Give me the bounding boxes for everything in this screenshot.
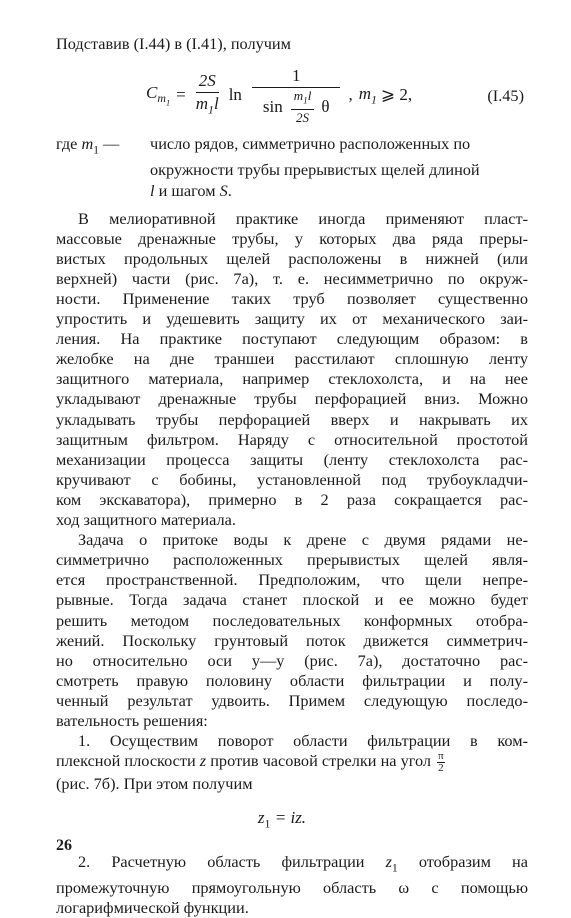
paragraph-1-line: В мелиоративной практике иногда применяют пласт- [78,208,528,228]
step-1 [56,731,528,794]
paragraph-1-line: массовые дренажные трубы, у которых два ряда преры- [56,228,528,248]
formula-equals: = [176,85,186,105]
where-line-2: окружности трубы прерывистых щелей длиной [150,160,480,180]
paragraph-2-line: ется пространственной. Предположим, что щели непре- [56,570,528,590]
step-2-line-3: логарифмической функции. [56,898,249,918]
paragraph-2-line: решить методом последовательных конформных отобра- [56,610,528,630]
paragraph-1-line: защитным фильтром. Наряду с относительной простотой [56,429,528,449]
step-2 [56,852,528,918]
formula-fraction-2: 1 sin $\frac{m_1l}{2S}$ θ [252,66,341,125]
formula-fraction-1: $\frac{2S}{m_1l}$ [195,71,219,117]
paragraph-2-line: жений. Поскольку грунтовый поток движется симметрич- [56,630,528,650]
step-2-line-2: промежуточную прямоугольную область ω с помощью [56,877,528,897]
paragraph-1-line: желобке на дне траншеи расстилают сплошную ленту [56,349,528,369]
step-1-line-3: (рис. 7б). При этом получим [56,774,253,794]
page-body [56,34,528,918]
where-clause: где $m_1$ — число рядов, симметрично расположенных по окружности трубы прерывистых щелей длиной l и шагом S. [56,134,528,201]
paragraph-1-line: механизации процесса защиты (ленту стеклохолста рас- [56,449,528,469]
paragraph-1-line: защитного материала, например стеклохолста, и на нее [56,369,528,389]
formula-ln: ln [228,85,242,105]
paragraph-2-line: но относительно оси y—y (рис. 7а), достаточно рас- [56,650,528,670]
formula-i45 [56,62,528,125]
page-number: 26 [56,837,72,854]
paragraph-2-line: симметрично расположенных прерывистых щелей явля- [56,550,528,570]
angle-fraction: $\frac{\pi}{2}$ [438,750,444,775]
where-line-1: число рядов, симметрично расположенных по [150,134,471,154]
paragraph-2 [56,530,528,731]
paragraph-1-line: ления. На практике поступают следующим образом: в [56,329,528,349]
formula-number: (I.45) [487,86,524,106]
step-1-line-2: плексной плоскости z против часовой стрелки на угол $\frac{\pi}{2}$ [56,750,444,775]
paragraph-1-line: ход защитного материала. [56,510,236,530]
paragraph-1-line: вистых продольных щелей расположены в нижней (или [56,248,528,268]
paragraph-1-line: укладывают дренажные трубы перфорацией вниз. Можно [56,389,528,409]
paragraph-1-line: ности. Применение таких труб позволяет существенно [56,289,528,308]
step-2-line-1: 2. Расчетную область фильтрации $z_1$ отобразим на [78,851,528,874]
formula-inner-fraction: $\frac{m_1l}{2S}$ [291,89,315,125]
paragraph-2-line: ченный результат удвоить. Примем следующую последо- [56,690,528,710]
where-line-3: l и шагом S. [150,180,232,200]
paragraph-1-line: ком экскаватора), примерно в 2 раза сокращается рас- [56,489,528,509]
formula-z1: $z_1$ = iz. [257,808,307,831]
formula-lhs: $C_{m_1}$ [146,83,171,108]
step-1-line-1: 1. Осуществим поворот области фильтрации в ком- [78,731,528,751]
formula-expression: $C_{m_1}$ = $\frac{2S}{m_1l}$ ln 1 sin $\frac{m_1l}{2S}$ θ , $m_1$ ⩾ 2, [146,66,413,125]
paragraph-1-line: верхней) части (рис. 7а), т. е. несимметрично по окруж- [56,268,528,288]
paragraph-2-line: вательность решения: [56,710,208,730]
paragraph-2-line: рывные. Тогда задача станет плоской и ее можно будет [56,590,528,610]
paragraph-1-line: кручивают с бобины, установленной под трубоукладчи- [56,469,528,489]
intro-text: Подставив (I.44) в (I.41), получим [56,34,291,53]
paragraph-1-line: укладывать трубы перфорацией вверх и накрывать их [56,409,528,429]
paragraph-1 [56,209,528,531]
paragraph-1-line: упростить и удешевить защиту их от механического заи- [56,309,528,329]
paragraph-2-line: Задача о притоке воды к дрене с двумя рядами не- [78,530,528,550]
paragraph-2-line: смотреть правую половину области фильтрации и полу- [56,670,528,690]
